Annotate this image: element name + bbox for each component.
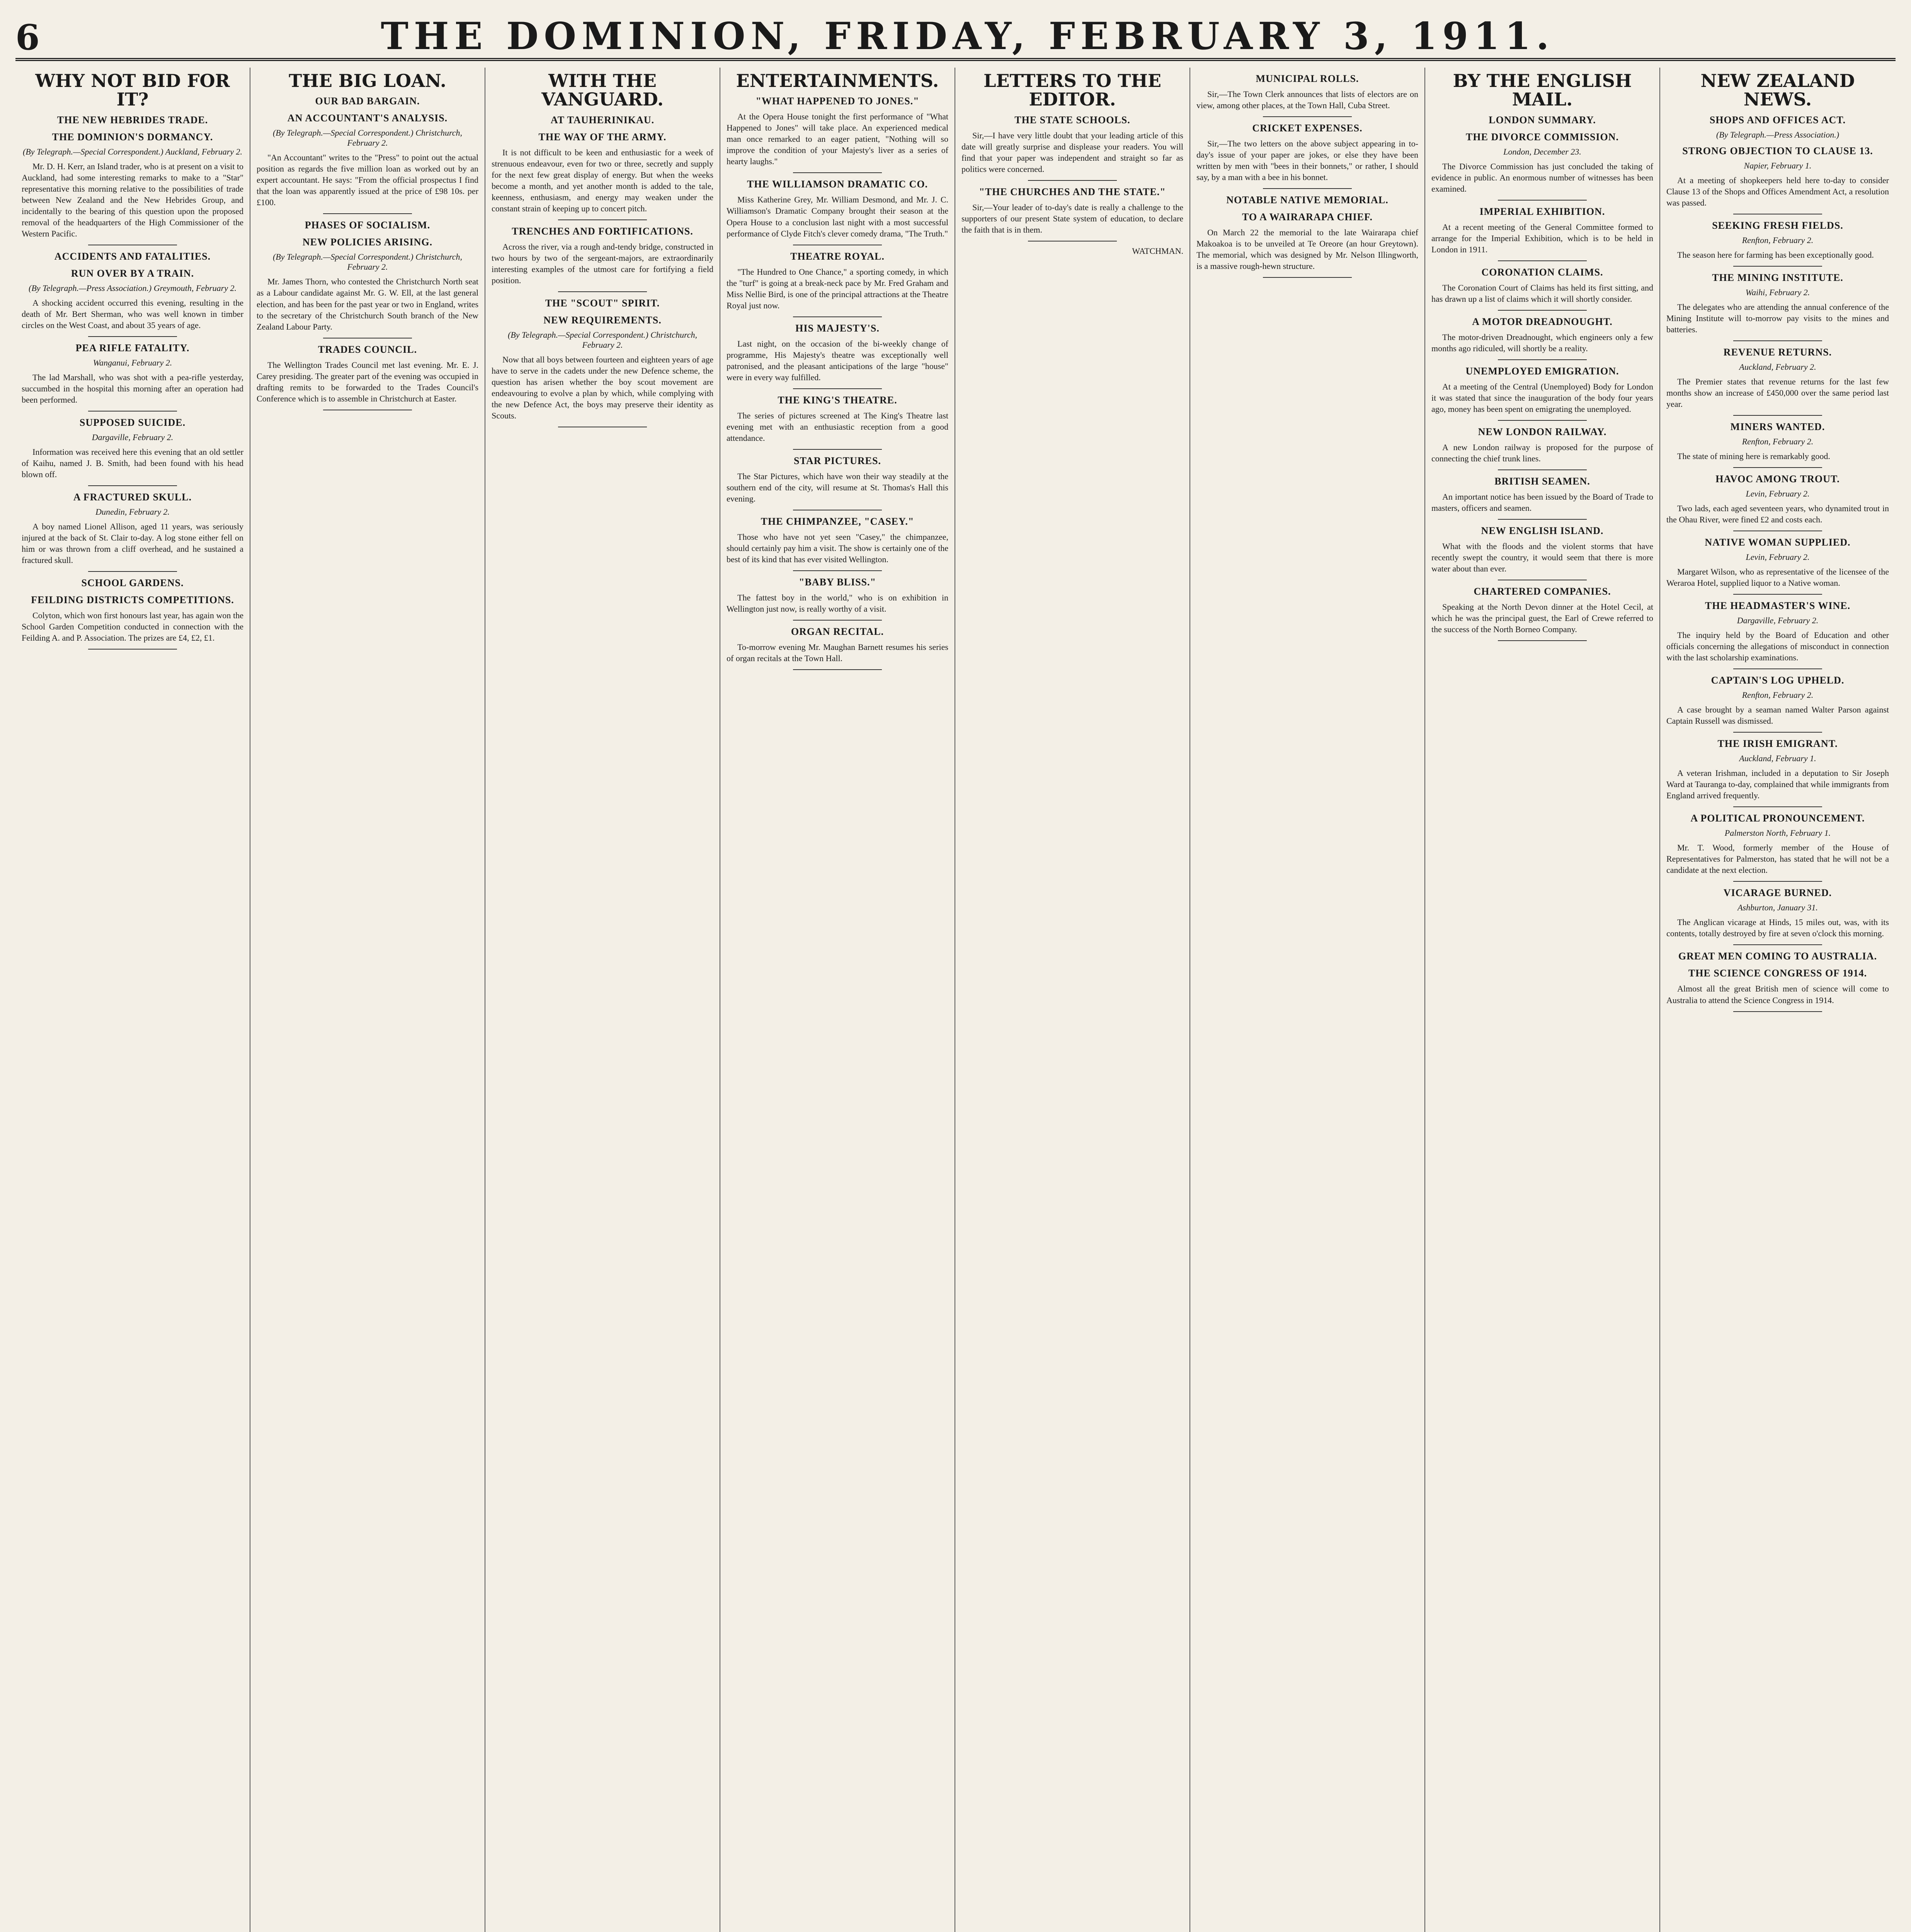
article-body: Miss Katherine Grey, Mr. William Desmond, and Mr. J. C. Williamson's Dramatic Company brought their season at the Opera House to a conclusion last night with a most successful performance of Clyde Fitch's clever comedy drama, "The Truth." bbox=[727, 195, 948, 238]
section-divider bbox=[88, 336, 177, 337]
dateline: (By Telegraph.—Press Association.) Greymouth, February 2. bbox=[29, 283, 237, 293]
article-body: The Divorce Commission has just concluded the taking of evidence in public. An enormous number of witnesses has been examined. bbox=[1431, 161, 1653, 194]
article-body: A case brought by a seaman named Walter Parson against Captain Russell was dismissed. bbox=[1666, 705, 1889, 726]
section-heading: THE IRISH EMIGRANT. bbox=[1717, 738, 1838, 750]
section-heading: THE WILLIAMSON DRAMATIC CO. bbox=[747, 179, 928, 190]
section-divider bbox=[1498, 260, 1587, 261]
dateline: Dunedin, February 2. bbox=[95, 507, 170, 517]
section-heading: HAVOC AMONG TROUT. bbox=[1715, 473, 1840, 485]
section-heading: BRITISH SEAMEN. bbox=[1494, 476, 1590, 487]
section-heading: SUPPOSED SUICIDE. bbox=[79, 417, 186, 428]
section-heading: AN ACCOUNTANT'S ANALYSIS. bbox=[287, 112, 448, 124]
article-body: A veteran Irishman, included in a deputation to Sir Joseph Ward at Tauranga to-day, complained that while immigrants from England arrived frequently. bbox=[1666, 768, 1889, 801]
dateline: Renfton, February 2. bbox=[1742, 690, 1814, 700]
section-heading: CAPTAIN'S LOG UPHELD. bbox=[1711, 675, 1845, 686]
article-body: At the Opera House tonight the first performance of "What Happened to Jones" will take place. An experienced medical man once remarked to an eager patient, "Nothing will so improve the condition of your Majesty's liver as a series of hearty laughs." bbox=[727, 112, 948, 167]
dateline: Waihi, February 2. bbox=[1745, 287, 1810, 297]
article-body: The Coronation Court of Claims has held its first sitting, and has drawn up a list of claims which it will shortly consider. bbox=[1431, 282, 1653, 304]
section-heading: AT TAUHERINIKAU. bbox=[550, 114, 655, 126]
article-body: Last night, on the occasion of the bi-weekly change of programme, His Majesty's theatre was exceptionally well patronised, and the pleasant anticipations of the large "house" were in every way fulfilled. bbox=[727, 338, 948, 382]
dateline: Levin, February 2. bbox=[1746, 552, 1810, 562]
section-heading: NEW LONDON RAILWAY. bbox=[1478, 426, 1607, 437]
section-heading: THE SCIENCE CONGRESS OF 1914. bbox=[1688, 968, 1867, 979]
article-body: "An Accountant" writes to the "Press" to point out the actual position as regards the five million loan as worked out by an expert accountant. He says: "From the official prospectus I find that the loan was apparently issued at the price of £98 10s. per £100. bbox=[257, 153, 478, 207]
article-body: Sir,—The Town Clerk announces that lists of electors are on view, among other places, at the Town Hall, Cuba Street. bbox=[1196, 89, 1418, 111]
section-heading: NOTABLE NATIVE MEMORIAL. bbox=[1226, 194, 1389, 206]
article-body: The state of mining here is remarkably good. bbox=[1677, 451, 1830, 461]
section-divider bbox=[1733, 732, 1822, 733]
column-headline: WHY NOT BID FOR IT? bbox=[35, 70, 230, 110]
column-4 bbox=[720, 68, 955, 1932]
section-heading: PEA RIFLE FATALITY. bbox=[75, 342, 190, 354]
section-heading: THE MINING INSTITUTE. bbox=[1712, 272, 1843, 283]
dateline: Dargaville, February 2. bbox=[92, 432, 174, 442]
section-divider bbox=[1733, 467, 1822, 468]
article-body: Mr. James Thorn, who contested the Christchurch North seat as a Labour candidate against Mr. G. W. Ell, at the last general election, and has been for the past year or two in England, writes to the secretary of the Christchurch South branch of the New Zealand Labour Party. bbox=[257, 277, 478, 332]
article-body: Mr. D. H. Kerr, an Island trader, who is at present on a visit to Auckland, had some interesting remarks to make to a "Star" representative this morning relative to the possibilities of trade between New Zealand and the New Hebrides Group, and incidentally to the bearing of this question upon the proposed removal of the headquarters of the High Commissioner of the Western Pacific. bbox=[22, 161, 243, 238]
article-body: Mr. T. Wood, formerly member of the House of Representatives for Palmerston, has stated that he will not be a candidate at the next election. bbox=[1666, 843, 1889, 875]
section-heading: VICARAGE BURNED. bbox=[1723, 887, 1832, 899]
section-divider bbox=[793, 172, 882, 173]
section-divider bbox=[1263, 188, 1352, 189]
article-body: It is not difficult to be keen and enthusiastic for a week of strenuous endeavour, even for two or three, secretly and supply for the next few great display of energy. But when the weeks become a month, and yet another month is added to the tale, keenness, enthusiasm, and energy may weaken under the constant strain of keeping up to concert pitch. bbox=[492, 147, 713, 213]
section-heading: TRADES COUNCIL. bbox=[318, 344, 417, 355]
section-heading: THEATRE ROYAL. bbox=[790, 250, 885, 262]
column-headline: BY THE ENGLISH MAIL. bbox=[1453, 70, 1632, 110]
section-heading: ACCIDENTS AND FATALITIES. bbox=[54, 250, 211, 262]
dateline: (By Telegraph.—Special Correspondent.) Auckland, February 2. bbox=[22, 146, 243, 156]
column-headline: THE BIG LOAN. bbox=[289, 70, 446, 91]
signature: WATCHMAN. bbox=[1132, 246, 1183, 256]
section-heading: FEILDING DISTRICTS COMPETITIONS. bbox=[31, 594, 234, 606]
section-divider bbox=[1498, 469, 1587, 470]
article-body: The inquiry held by the Board of Education and other officials concerning the allegations of misconduct in connection with the last scholarship examinations. bbox=[1666, 630, 1889, 663]
section-heading: SHOPS AND OFFICES ACT. bbox=[1709, 114, 1846, 126]
section-divider bbox=[1498, 200, 1587, 201]
dateline: (By Telegraph.—Special Correspondent.) Christchurch, February 2. bbox=[507, 330, 698, 350]
column-1 bbox=[15, 68, 250, 1932]
dateline: Dargaville, February 2. bbox=[1737, 616, 1819, 626]
section-heading: SCHOOL GARDENS. bbox=[81, 577, 184, 589]
article-body: Margaret Wilson, who as representative of the licensee of the Weraroa Hotel, supplied liquor to a Native woman. bbox=[1666, 567, 1889, 588]
section-divider bbox=[793, 388, 882, 389]
section-heading: SEEKING FRESH FIELDS. bbox=[1712, 219, 1843, 231]
article-body: Across the river, via a rough and-tendy bridge, constructed in two hours by two of the sergeant-majors, are extraordinarily interesting examples of the utmost care for fortifying a field position. bbox=[492, 242, 713, 285]
section-divider bbox=[1498, 310, 1587, 311]
section-divider bbox=[1028, 180, 1117, 181]
article-body: Sir,—The two letters on the above subject appearing in to-day's issue of your paper are jokes, or else they have been written by men with "bees in their bonnets," or rather, I should say, by a man with a bee in his bonnet. bbox=[1196, 139, 1418, 182]
section-heading: NATIVE WOMAN SUPPLIED. bbox=[1705, 537, 1851, 548]
dateline: Napier, February 1. bbox=[1744, 160, 1812, 170]
dateline: (By Telegraph.—Special Correspondent.) Christchurch, February 2. bbox=[272, 128, 463, 148]
article-body: Information was received here this evening that an old settler of Kaihu, named J. B. Smith, had been found with his head blown off. bbox=[22, 447, 243, 480]
section-heading: UNEMPLOYED EMIGRATION. bbox=[1465, 365, 1619, 377]
article-body: A shocking accident occurred this evening, resulting in the death of Mr. Bert Sherman, who was well known in timber circles on the West Coast, and about 35 years of age. bbox=[22, 298, 243, 330]
section-heading: CHARTERED COMPANIES. bbox=[1474, 586, 1611, 597]
section-heading: TRENCHES AND FORTIFICATIONS. bbox=[512, 225, 693, 237]
section-heading: THE WAY OF THE ARMY. bbox=[538, 131, 667, 143]
article-body: Sir,—I have very little doubt that your leading article of this date will greatly surprise and displease your readers. You will find that your paper was independent and straight so far as politics were concerned. bbox=[961, 130, 1183, 174]
section-divider bbox=[88, 571, 177, 572]
section-heading: TO A WAIRARAPA CHIEF. bbox=[1242, 211, 1373, 223]
dateline: London, December 23. bbox=[1503, 146, 1581, 156]
column-6 bbox=[1190, 68, 1425, 1932]
article-body: Speaking at the North Devon dinner at the Hotel Cecil, at which he was the principal guest, the Earl of Crewe referred to the success of the North Borneo Company. bbox=[1431, 602, 1653, 634]
section-divider bbox=[1733, 806, 1822, 807]
dateline: Renfton, February 2. bbox=[1742, 436, 1814, 446]
section-heading: ORGAN RECITAL. bbox=[791, 626, 884, 638]
column-2 bbox=[250, 68, 485, 1932]
section-divider bbox=[793, 316, 882, 317]
section-heading: STRONG OBJECTION TO CLAUSE 13. bbox=[1682, 145, 1873, 156]
section-heading: "BABY BLISS." bbox=[799, 577, 876, 588]
section-divider bbox=[793, 449, 882, 450]
section-divider bbox=[1498, 640, 1587, 641]
column-7 bbox=[1425, 68, 1660, 1932]
dateline: Auckland, February 1. bbox=[1739, 753, 1816, 764]
article-body: Colyton, which won first honours last year, has again won the School Garden Competition conducted in connection with the Feilding A. and P. Association. The prizes are £4, £2, £1. bbox=[22, 611, 243, 643]
article-body: The season here for farming has been exceptionally good. bbox=[1677, 250, 1874, 260]
section-heading: THE KING'S THEATRE. bbox=[778, 394, 897, 406]
section-divider bbox=[1263, 277, 1352, 278]
section-heading: MINERS WANTED. bbox=[1730, 421, 1825, 432]
section-divider bbox=[793, 620, 882, 621]
article-body: To-morrow evening Mr. Maughan Barnett resumes his series of organ recitals at the Town Hall. bbox=[727, 642, 948, 663]
section-divider bbox=[793, 669, 882, 670]
section-heading: THE CHIMPANZEE, "CASEY." bbox=[761, 516, 914, 527]
dateline: (By Telegraph.—Special Correspondent.) Christchurch, February 2. bbox=[272, 252, 463, 272]
page-title: THE DOMINION, FRIDAY, FEBRUARY 3, 1911. bbox=[381, 14, 1555, 58]
article-body: The fattest boy in the world," who is on exhibition in Wellington just now, is really worthy of a visit. bbox=[727, 593, 948, 614]
section-heading: CRICKET EXPENSES. bbox=[1252, 122, 1363, 134]
section-heading: HIS MAJESTY'S. bbox=[795, 322, 880, 334]
column-headline: NEW ZEALAND NEWS. bbox=[1700, 70, 1855, 110]
section-heading: "THE CHURCHES AND THE STATE." bbox=[979, 186, 1166, 197]
article-body: The motor-driven Dreadnought, which engineers only a few months ago ridiculed, will shortly be a reality. bbox=[1431, 332, 1653, 353]
dateline: Wanganui, February 2. bbox=[93, 357, 172, 367]
section-divider bbox=[1263, 116, 1352, 117]
article-body: At a meeting of shopkeepers held here to-day to consider Clause 13 of the Shops and Offices Amendment Act, a resolution was passed. bbox=[1666, 175, 1889, 207]
section-heading: THE NEW HEBRIDES TRADE. bbox=[57, 114, 208, 126]
section-divider bbox=[1733, 340, 1822, 341]
article-body: Two lads, each aged seventeen years, who dynamited trout in the Ohau River, were fined £2 and costs each. bbox=[1666, 503, 1889, 524]
article-body: What with the floods and the violent storms that have recently swept the country, it would seem that there is more water about than ever. bbox=[1431, 541, 1653, 574]
dateline: Levin, February 2. bbox=[1746, 488, 1810, 498]
section-divider bbox=[558, 219, 647, 220]
section-heading: IMPERIAL EXHIBITION. bbox=[1479, 206, 1605, 217]
section-divider bbox=[88, 485, 177, 486]
section-divider bbox=[558, 291, 647, 292]
section-heading: THE DOMINION'S DORMANCY. bbox=[52, 131, 213, 143]
section-divider bbox=[1733, 944, 1822, 945]
article-body: Now that all boys between fourteen and eighteen years of age have to serve in the cadets under the new Defence scheme, the question has arisen whether the boy scout movement are endeavouring to evolve a plan by which, while complying with the new Defence Act, the boys may preserve their identity as Scouts. bbox=[492, 354, 713, 421]
article-body: Those who have not yet seen "Casey," the chimpanzee, should certainly pay him a visit. The show is certainly one of the best of its kind that has ever visited Wellington. bbox=[727, 532, 948, 565]
dateline: (By Telegraph.—Press Association.) bbox=[1716, 129, 1840, 139]
section-heading: A MOTOR DREADNOUGHT. bbox=[1472, 316, 1613, 327]
dateline: Ashburton, January 31. bbox=[1737, 903, 1818, 913]
section-divider bbox=[793, 570, 882, 571]
column-8 bbox=[1660, 68, 1895, 1932]
section-divider bbox=[88, 411, 177, 412]
section-heading: RUN OVER BY A TRAIN. bbox=[71, 267, 194, 279]
dateline: Renfton, February 2. bbox=[1742, 235, 1814, 245]
article-body: The Anglican vicarage at Hinds, 15 miles out, was, with its contents, totally destroyed by fire at seven o'clock this morning. bbox=[1666, 917, 1889, 939]
section-divider bbox=[1498, 420, 1587, 421]
columns bbox=[15, 68, 1896, 1932]
section-heading: LONDON SUMMARY. bbox=[1489, 114, 1596, 126]
section-divider bbox=[1733, 1011, 1822, 1012]
column-5 bbox=[955, 68, 1190, 1932]
article-body: Almost all the great British men of science will come to Australia to attend the Science Congress in 1914. bbox=[1666, 984, 1889, 1005]
section-divider bbox=[1733, 415, 1822, 416]
article-body: At a recent meeting of the General Committee formed to arrange for the Imperial Exhibition, which is to be held in London in 1911. bbox=[1431, 222, 1653, 254]
article-body: "The Hundred to One Chance," a sporting comedy, in which the "turf" is going at a break-neck pace by Mr. Fred Graham and Miss Nellie Bird, is one of the principal attractions at the Theatre Royal just now. bbox=[727, 267, 948, 310]
section-divider bbox=[1028, 241, 1117, 242]
article-body: The Wellington Trades Council met last evening. Mr. E. J. Carey presiding. The greater part of the evening was occupied in drafting remits to be forwarded to the Trades Council's Conference which is to assemble in Christchurch at Easter. bbox=[257, 360, 478, 403]
section-heading: THE "SCOUT" SPIRIT. bbox=[545, 297, 660, 309]
section-heading: CORONATION CLAIMS. bbox=[1481, 266, 1603, 278]
section-divider bbox=[1498, 519, 1587, 520]
section-heading: REVENUE RETURNS. bbox=[1723, 346, 1832, 358]
section-heading: PHASES OF SOCIALISM. bbox=[305, 219, 431, 231]
article-body: At a meeting of the Central (Unemployed) Body for London it was stated that since the inauguration of the body four years ago, money has been spent on emigrating the unemployed. bbox=[1431, 381, 1653, 414]
article-body: An important notice has been issued by the Board of Trade to masters, officers and seamen. bbox=[1431, 492, 1653, 513]
section-divider bbox=[1733, 668, 1822, 669]
section-heading: OUR BAD BARGAIN. bbox=[315, 95, 420, 107]
column-headline: WITH THE VANGUARD. bbox=[541, 70, 664, 110]
section-divider bbox=[1733, 594, 1822, 595]
column-headline: ENTERTAINMENTS. bbox=[736, 70, 939, 91]
section-heading: A POLITICAL PRONOUNCEMENT. bbox=[1690, 813, 1865, 824]
section-heading: THE STATE SCHOOLS. bbox=[1014, 114, 1130, 126]
section-divider bbox=[323, 213, 412, 214]
dateline: Palmerston North, February 1. bbox=[1724, 828, 1831, 838]
section-heading: STAR PICTURES. bbox=[794, 455, 881, 466]
section-heading: GREAT MEN COMING TO AUSTRALIA. bbox=[1678, 951, 1877, 962]
section-heading: "WHAT HAPPENED TO JONES." bbox=[756, 95, 919, 107]
article-body: The delegates who are attending the annual conference of the Mining Institute will to-morrow pay visits to the mines and batteries. bbox=[1666, 302, 1889, 334]
article-body: The Star Pictures, which have won their way steadily at the southern end of the city, will resume at St. Thomas's Hall this evening. bbox=[727, 471, 948, 503]
article-body: The lad Marshall, who was shot with a pea-rifle yesterday, succumbed in the hospital this morning after an operation had been performed. bbox=[22, 372, 243, 405]
section-heading: MUNICIPAL ROLLS. bbox=[1256, 73, 1359, 84]
article-body: The series of pictures screened at The King's Theatre last evening met with an enthusiastic reception from a good attendance. bbox=[727, 410, 948, 443]
article-body: A boy named Lionel Allison, aged 11 years, was seriously injured at the back of St. Clair to-day. A log stone either fell on him or was thrown from a cliff overhead, and he sustained a fractured skull. bbox=[22, 522, 243, 565]
section-divider bbox=[88, 649, 177, 650]
article-body: A new London railway is proposed for the purpose of connecting the chief trunk lines. bbox=[1431, 442, 1653, 464]
section-heading: THE DIVORCE COMMISSION. bbox=[1466, 131, 1619, 143]
section-divider bbox=[1733, 881, 1822, 882]
section-heading: A FRACTURED SKULL. bbox=[73, 492, 192, 503]
section-heading: NEW POLICIES ARISING. bbox=[302, 236, 433, 248]
column-3 bbox=[485, 68, 720, 1932]
article-body: On March 22 the memorial to the late Wairarapa chief Makoakoa is to be unveiled at Te Oreore (an hour Greytown). The memorial, which was designed by Mr. Nelson Illingworth, is a massive rough-hewn structure. bbox=[1196, 228, 1418, 271]
section-divider bbox=[1498, 359, 1587, 360]
article-body: Sir,—Your leader of to-day's date is really a challenge to the supporters of our present State system of education, to declare the faith that is in them. bbox=[961, 202, 1183, 235]
article-body: The Premier states that revenue returns for the last few months show an increase of £450,000 over the same period last year. bbox=[1666, 376, 1889, 409]
section-heading: NEW ENGLISH ISLAND. bbox=[1481, 525, 1604, 537]
section-heading: THE HEADMASTER'S WINE. bbox=[1705, 600, 1851, 612]
page-number: 6 bbox=[15, 17, 40, 58]
section-divider bbox=[1733, 266, 1822, 267]
dateline: Auckland, February 2. bbox=[1739, 362, 1816, 372]
section-heading: NEW REQUIREMENTS. bbox=[543, 314, 662, 326]
masthead bbox=[15, 12, 1896, 61]
column-headline: LETTERS TO THE EDITOR. bbox=[984, 70, 1161, 110]
